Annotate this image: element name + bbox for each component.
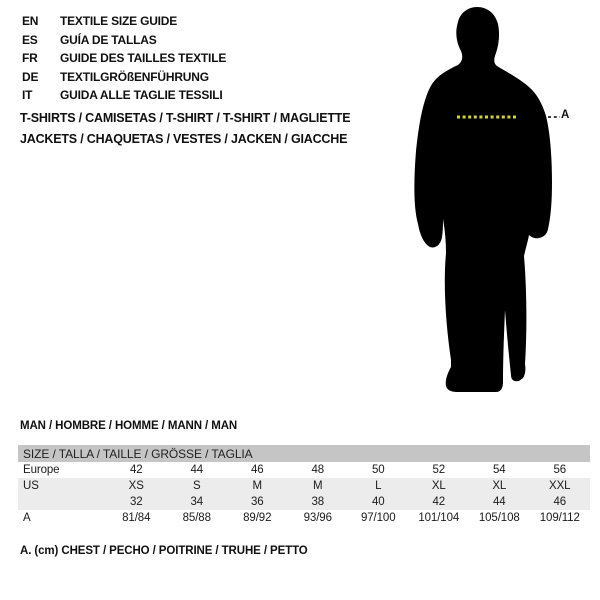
size-cell: 89/92	[243, 512, 272, 524]
size-cell: 44	[190, 464, 204, 476]
measurement-footnote: A. (cm) CHEST / PECHO / POITRINE / TRUHE / PETTO	[20, 545, 308, 557]
size-cell: XS	[106, 478, 167, 494]
size-cell: 34	[167, 494, 228, 510]
size-cell: XXL	[530, 478, 591, 494]
size-cell: 101/104	[418, 512, 460, 524]
section-label-man: MAN / HOMBRE / HOMME / MANN / MAN	[20, 420, 238, 432]
language-title: GUÍA DE TALLAS	[60, 32, 157, 47]
size-cell: 36	[227, 494, 288, 510]
size-cell: 56	[553, 464, 567, 476]
language-row	[22, 12, 226, 31]
size-cell: 44	[469, 494, 530, 510]
size-cell: M	[288, 478, 349, 494]
size-cell: 42	[129, 464, 143, 476]
man-silhouette	[410, 4, 562, 394]
language-code: DE	[22, 69, 39, 84]
category-lines	[20, 108, 350, 149]
category-line-jackets: JACKETS / CHAQUETAS / VESTES / JACKEN / GIACCHE	[20, 131, 348, 146]
row-label: Europe	[23, 464, 60, 476]
size-cell: 109/112	[539, 512, 580, 524]
size-cell: 40	[348, 494, 409, 510]
table-row	[18, 478, 590, 494]
size-cell: 32	[106, 494, 167, 510]
language-code: IT	[22, 88, 33, 102]
table-row	[18, 510, 590, 526]
measure-label-a: A	[561, 109, 570, 121]
size-cell: 38	[288, 494, 349, 510]
size-cell: XL	[409, 478, 470, 494]
size-cell: L	[348, 478, 409, 494]
language-guide-list	[22, 12, 226, 105]
row-label: A	[23, 512, 31, 524]
language-title: TEXTILE SIZE GUIDE	[60, 14, 178, 28]
size-cell: S	[167, 478, 228, 494]
table-row	[18, 494, 590, 510]
language-code: FR	[22, 51, 38, 65]
language-title: GUIDE DES TAILLES TEXTILE	[60, 51, 227, 65]
row-label	[18, 494, 106, 510]
size-cell: 46	[250, 464, 264, 476]
size-cell: 48	[311, 464, 325, 476]
language-code: ES	[22, 32, 38, 47]
size-table	[18, 445, 590, 526]
size-cell: 81/84	[122, 512, 151, 524]
language-title: TEXTILGRÖßENFÜHRUNG	[60, 69, 209, 84]
language-row	[22, 86, 226, 105]
size-table-header-row	[18, 445, 590, 462]
size-cell: 46	[530, 494, 591, 510]
size-cell: 105/108	[478, 512, 520, 524]
size-cell: XL	[469, 478, 530, 494]
language-row	[22, 68, 226, 87]
language-title: GUIDA ALLE TAGLIE TESSILI	[60, 88, 223, 102]
language-row	[22, 31, 226, 50]
size-cell: 97/100	[360, 512, 396, 524]
language-row	[22, 49, 226, 68]
language-code: EN	[22, 14, 39, 28]
size-cell: M	[227, 478, 288, 494]
size-cell: 52	[432, 464, 446, 476]
size-table-body	[18, 445, 590, 526]
category-line-tshirts: T-SHIRTS / CAMISETAS / T-SHIRT / T-SHIRT / MAGLIETTE	[20, 111, 351, 125]
man-silhouette-shape	[414, 7, 552, 392]
size-cell: 93/96	[303, 512, 332, 524]
table-row	[18, 462, 590, 478]
row-label: US	[18, 478, 106, 494]
size-cell: 54	[492, 464, 506, 476]
size-cell: 50	[371, 464, 385, 476]
size-cell: 85/88	[182, 512, 211, 524]
size-table-header-label: SIZE / TALLA / TAILLE / GRÖSSE / TAGLIA	[18, 445, 590, 462]
size-cell: 42	[409, 494, 470, 510]
